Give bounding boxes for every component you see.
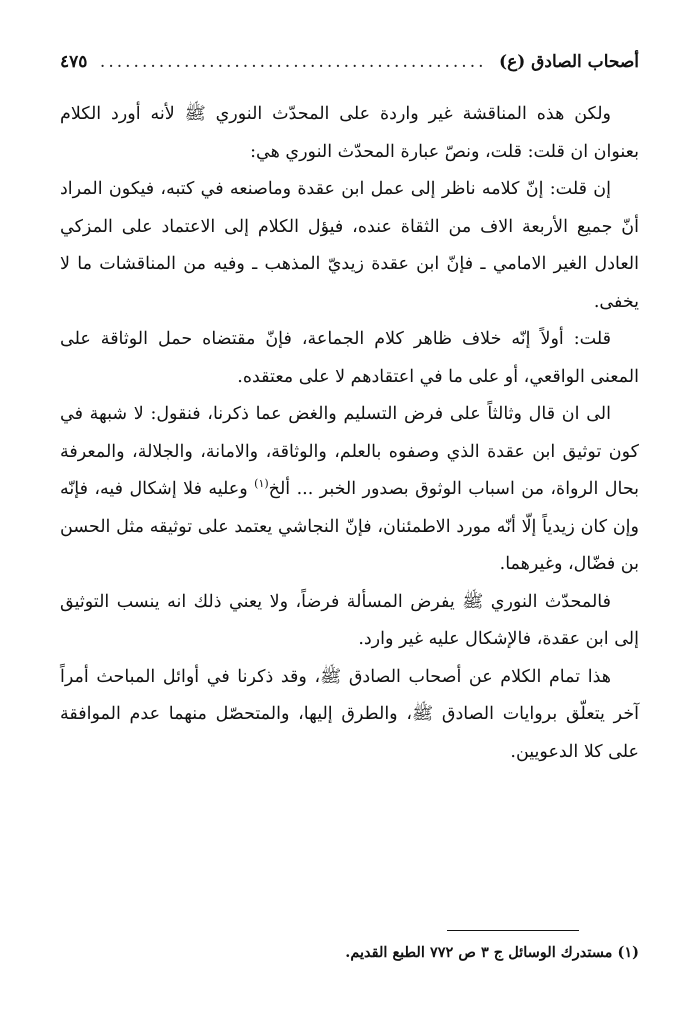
footnote: (١) مستدرك الوسائل ج ٣ ص ٧٧٢ الطبع القديم. (345, 944, 639, 961)
paragraph-3: قلت: أولاً إنّه خلاف ظاهر كلام الجماعة، فإنّ مقتضاه حمل الوثاقة على المعنى الواقعي، أو على ما في اعتقادهم لا على معتقده. (60, 329, 639, 387)
paragraph-4-continuation: وعليه فلا إشكال فيه، فإنّه وإن كان زيدياً إلّا أنّه مورد الاطمئنان، فإنّ النجاشي يعتمد على توثيقه مثل الحسن بن فضّال، وغيرهما. (60, 479, 639, 574)
paragraph-1: ولكن هذه المناقشة غير واردة على المحدّث النوري ﷺ لأنه أورد الكلام بعنوان ان قلت: قلت، ونصّ عبارة المحدّث النوري هي: (60, 104, 639, 162)
footnote-divider (447, 930, 579, 931)
paragraph-4 (60, 396, 639, 584)
paragraph-2: إن قلت: إنّ كلامه ناظر إلى عمل ابن عقدة وماصنعه في كتبه، فيكون المراد أنّ جميع الأربعة الاف من الثقاة عنده، فيؤل الكلام إلى الاعتماد على المزكي العادل الغير الامامي ـ فإنّ ابن عقدة زيديّ المذهب ـ وفيه من المناقشات ما لا يخفى. (60, 179, 639, 312)
running-header (60, 48, 639, 76)
header-title: أصحاب الصادق (ع) (499, 52, 639, 72)
body-text (60, 96, 639, 771)
footnote-reference: (١) (254, 477, 269, 491)
paragraph-4-text: الى ان قال وثالثاً على فرض التسليم والغض عما ذكرنا، فنقول: لا شبهة في كون توثيق ابن عقدة الذي وصفوه بالعلم، والوثاقة، والامانة، والجلالة، والمعرفة بحال الرواة، من اسباب الوثوق بصدور الخبر ... ألخ (60, 404, 639, 499)
paragraph-6: هذا تمام الكلام عن أصحاب الصادق ﷺ، وقد ذكرنا في أوائل المباحث أمراً آخر يتعلّق بروايات الصادق ﷺ، والطرق إليها، والمتحصّل منهما عدم الموافقة على كلا الدعويين. (60, 666, 639, 762)
header-leader-dots: .............................................. (99, 52, 487, 72)
paragraph-5: فالمحدّث النوري ﷺ يفرض المسألة فرضاً، ولا يعني ذلك انه ينسب التوثيق إلى ابن عقدة، فالإشكال عليه غير وارد. (60, 591, 639, 649)
book-page (60, 0, 639, 1017)
page-number: ٤٧٥ (60, 52, 88, 72)
